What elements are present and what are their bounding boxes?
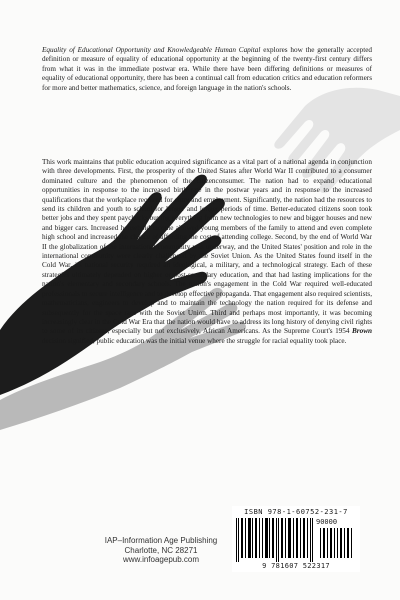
publisher-url: www.infoagepub.com [122,555,200,564]
blurb-paragraph-1-text: explores how the generally accepted definition or measure of equality of educational opportunity at the beginning of the twenty-first century differs from what it was in the immediate postwar era. While there have been differing definitions or measures of equality of educational opportunity, there has been a continual call from education critics and education reformers for more and better mathematics, science, and foreign language in the nation's schools. [42,46,372,92]
barcode-image [236,518,356,562]
isbn-addon: 90000 [316,518,338,526]
isbn-digits: 9 781607 522317 [262,562,330,570]
book-title-italic: Equality of Educational Opportunity and Knowledgeable Human Capital [42,46,261,54]
blurb-paragraph-1 [42,46,372,93]
publisher-block [96,536,226,565]
blurb-paragraph-2-text: This work maintains that public education acquired significance as a vital part of a national agenda in conjunction with three developments. First, the prosperity of the United States after World War II contributed to a consumer dominated culture and the phenomenon of the citizenconsumer. The nation had to expand educational opportunities in response to the increased birth rate in the postwar years and in response to the increased qualifications that the workplace required for entry and employment. Significantly, the nation had the resources to send its children and youth to school for longer and longer periods of time. Better-educated citizens soon took better jobs and they spent paychecks buying everything from new technologies to new and bigger houses and new and bigger cars. Increased household income allowed young members of the family to attend and even complete high school and increased the chance of affording the cost of attending college. Second, by the end of World War II the globalization of the international community was underway, and the United States' position and role in the international community were clearly challenged by the Soviet Union. As the United States found itself in the Cold War, its national security required an ideological, a military, and a technological strategy. Each of these strategies ultimately depended on higher or post-secondary education, and that had lasting implications for the nation's elementary and secondary schools. The nation's engagement in the Cold War required well-educated professionals to secure intelligence and to develop effective propaganda. That engagement also required scientists, mathematicians, engineers to develop and to maintain the technology the nation required for its defense and subsequently for the space race with the Soviet Union. Third and perhaps most importantly, it was becoming increasingly clear in the Cold War Era that the nation would have to address its long history of denying civil rights to some of its citizens, especially but not exclusively, African Americans. As the Supreme Court's 1954 [42,158,372,336]
publisher-location: Charlotte, NC 28271 [124,545,198,555]
blurb-paragraph-2 [42,158,372,346]
brown-decision-bold: Brown [352,327,372,336]
publisher-name: IAP–Information Age Publishing [104,536,218,545]
isbn-label: ISBN 978-1-60752-231-7 [244,508,348,516]
isbn-barcode-block [232,506,360,572]
blurb-paragraph-2-ending: decision signified, public education was the initial venue where the struggle for racial equality took place. [42,336,347,345]
